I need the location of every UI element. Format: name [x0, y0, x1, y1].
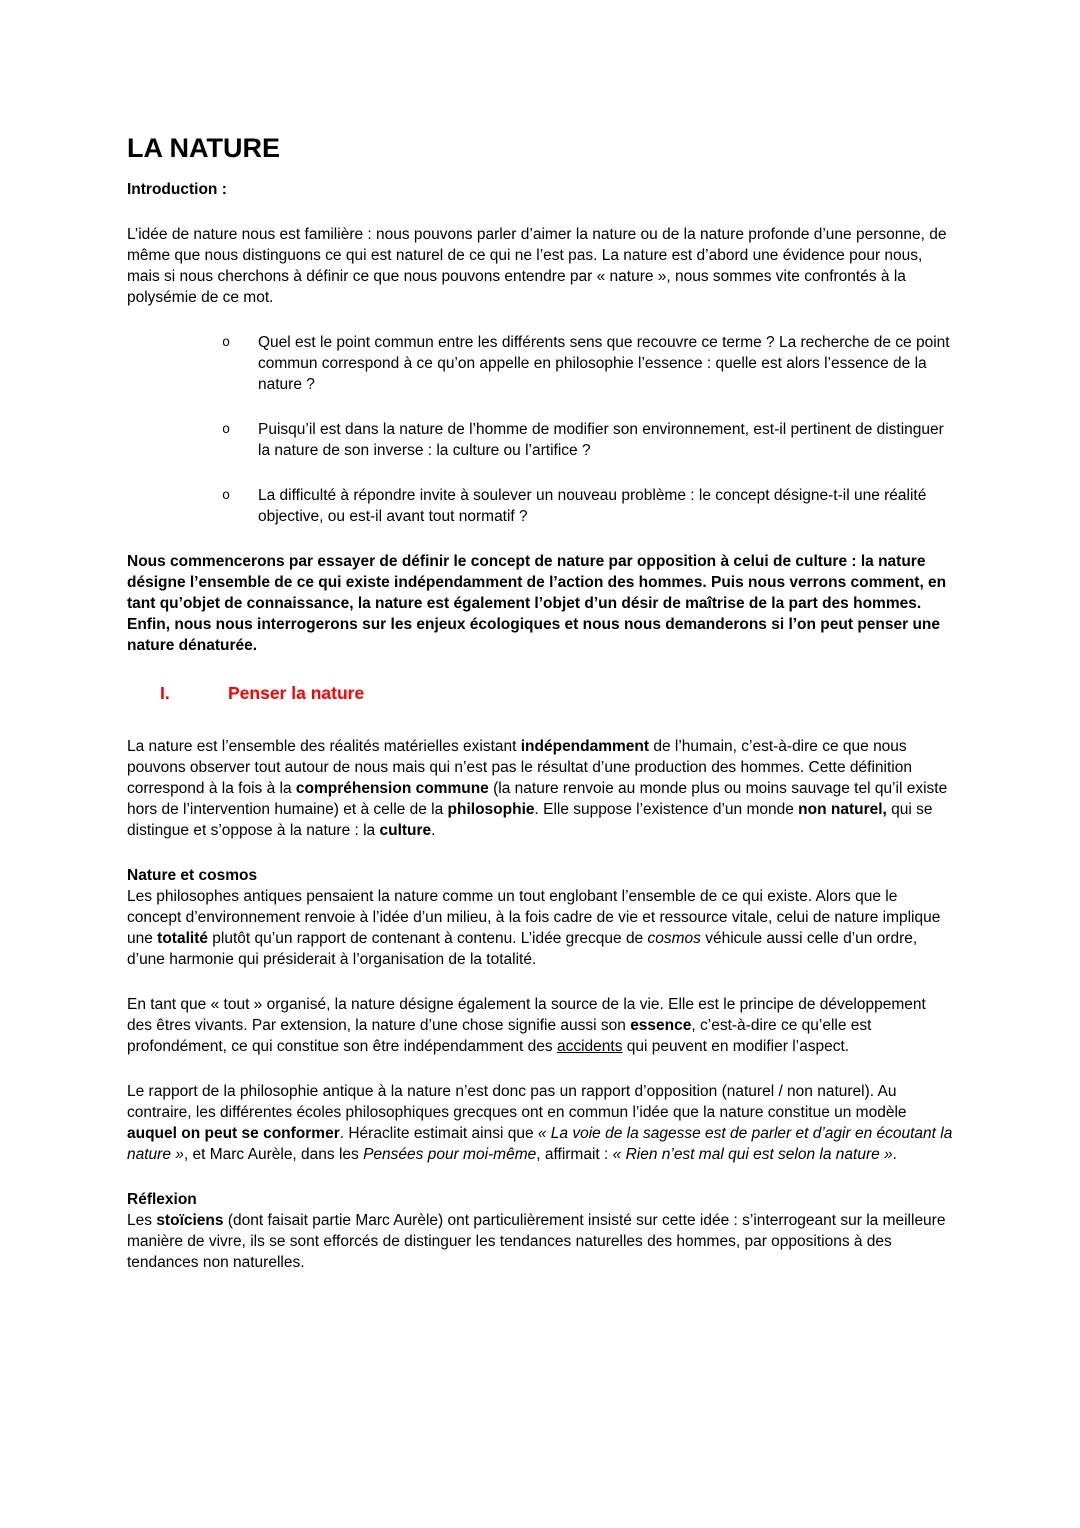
- document-title: LA NATURE: [127, 133, 280, 163]
- plan-paragraph: Nous commencerons par essayer de définir le concept de nature par opposition à celui de culture : la nature désigne l’ensemble de ce qui existe indépendamment de l’action des hommes. Puis nous verrons comment, en tant qu’objet de connaissance, la nature est également l’objet d’un désir de maîtrise de la part des hommes. Enfin, nous nous interrogerons sur les enjeux écologiques et nous nous demanderons si l’on peut penser une nature dénaturée.: [127, 553, 947, 654]
- stoicians-paragraph: Les stoïciens (dont faisait partie Marc Aurèle) ont particulièrement insisté sur cette idée : s’interrogeant sur la meilleure manière de vivre, ils se sont efforcés de distinguer les tendances naturelles des hommes, par oppositions à des tendances non naturelles.: [127, 1212, 946, 1271]
- bullet-text: La difficulté à répondre invite à soulever un nouveau problème : le concept désigne-t-il une réalité objective, ou est-il avant tout normatif ?: [258, 487, 927, 525]
- definition-paragraph: La nature est l’ensemble des réalités matérielles existant indépendamment de l’humain, c’est-à-dire ce que nous pouvons observer tout autour de nous mais qui n’est pas le résultat d’une production des hommes. Cette définition correspond à la fois à la compréhension commune (la nature renvoie au monde plus ou moins sauvage tel qu’il existe hors de l’intervention humaine) et à celle de la philosophie. Elle suppose l’existence d’un monde non naturel, qui se distingue et s’oppose à la nature : la culture.: [127, 738, 948, 839]
- section-1-heading: [127, 682, 953, 704]
- intro-heading: Introduction :: [127, 181, 227, 198]
- intro-paragraph: L’idée de nature nous est familière : nous pouvons parler d’aimer la nature ou de la nature profonde d’une personne, de même que nous distinguons ce qui est naturel de ce qui ne l’est pas. La nature est d’abord une évidence pour nous, mais si nous cherchons à définir ce que nous pouvons entendre par « nature », nous sommes vite confrontés à la polysémie de ce mot.: [127, 226, 947, 306]
- bullet-item: [127, 485, 953, 527]
- bullet-item: [127, 419, 953, 461]
- subheading-reflexion: Réflexion: [127, 1191, 197, 1208]
- antique-philosophy-paragraph: Le rapport de la philosophie antique à la nature n’est donc pas un rapport d’opposition (naturel / non naturel). Au contraire, les différentes écoles philosophiques grecques ont en commun l’idée que la nature constitue un modèle auquel on peut se conformer. Héraclite estimait ainsi que « La voie de la sagesse est de parler et d’agir en écoutant la nature », et Marc Aurèle, dans les Pensées pour moi-même, affirmait : « Rien n’est mal qui est selon la nature ».: [127, 1083, 953, 1163]
- bullet-marker: o: [222, 423, 231, 438]
- bullet-text: Quel est le point commun entre les différents sens que recouvre ce terme ? La recherche de ce point commun correspond à ce qu’on appelle en philosophie l’essence : quelle est alors l’essence de la nature ?: [258, 334, 950, 393]
- cosmos-paragraph: Les philosophes antiques pensaient la nature comme un tout englobant l’ensemble de ce qui existe. Alors que le concept d’environnement renvoie à l’idée d’un milieu, à la fois cadre de vie et ressource vitale, celui de nature implique une totalité plutôt qu’un rapport de contenant à contenu. L’idée grecque de cosmos véhicule aussi celle d’un ordre, d’une harmonie qui présiderait à l’organisation de la totalité.: [127, 888, 941, 968]
- section-1-number: I.: [160, 683, 170, 703]
- bullet-text: Puisqu’il est dans la nature de l’homme de modifier son environnement, est-il pertinent de distinguer la nature de son inverse : la culture ou l’artifice ?: [258, 421, 944, 459]
- bullet-marker: o: [222, 489, 231, 504]
- source-of-life-paragraph: En tant que « tout » organisé, la nature désigne également la source de la vie. Elle est le principe de développement des êtres vivants. Par extension, la nature d’une chose signifie aussi son essence, c’est-à-dire ce qu’elle est profondément, ce qui constitue son être indépendamment des accidents qui peuvent en modifier l’aspect.: [127, 996, 926, 1055]
- subheading-nature-cosmos: Nature et cosmos: [127, 867, 258, 884]
- section-1-title: Penser la nature: [228, 683, 365, 703]
- bullet-list: [127, 332, 953, 527]
- bullet-marker: o: [222, 336, 231, 351]
- bullet-item: [127, 332, 953, 395]
